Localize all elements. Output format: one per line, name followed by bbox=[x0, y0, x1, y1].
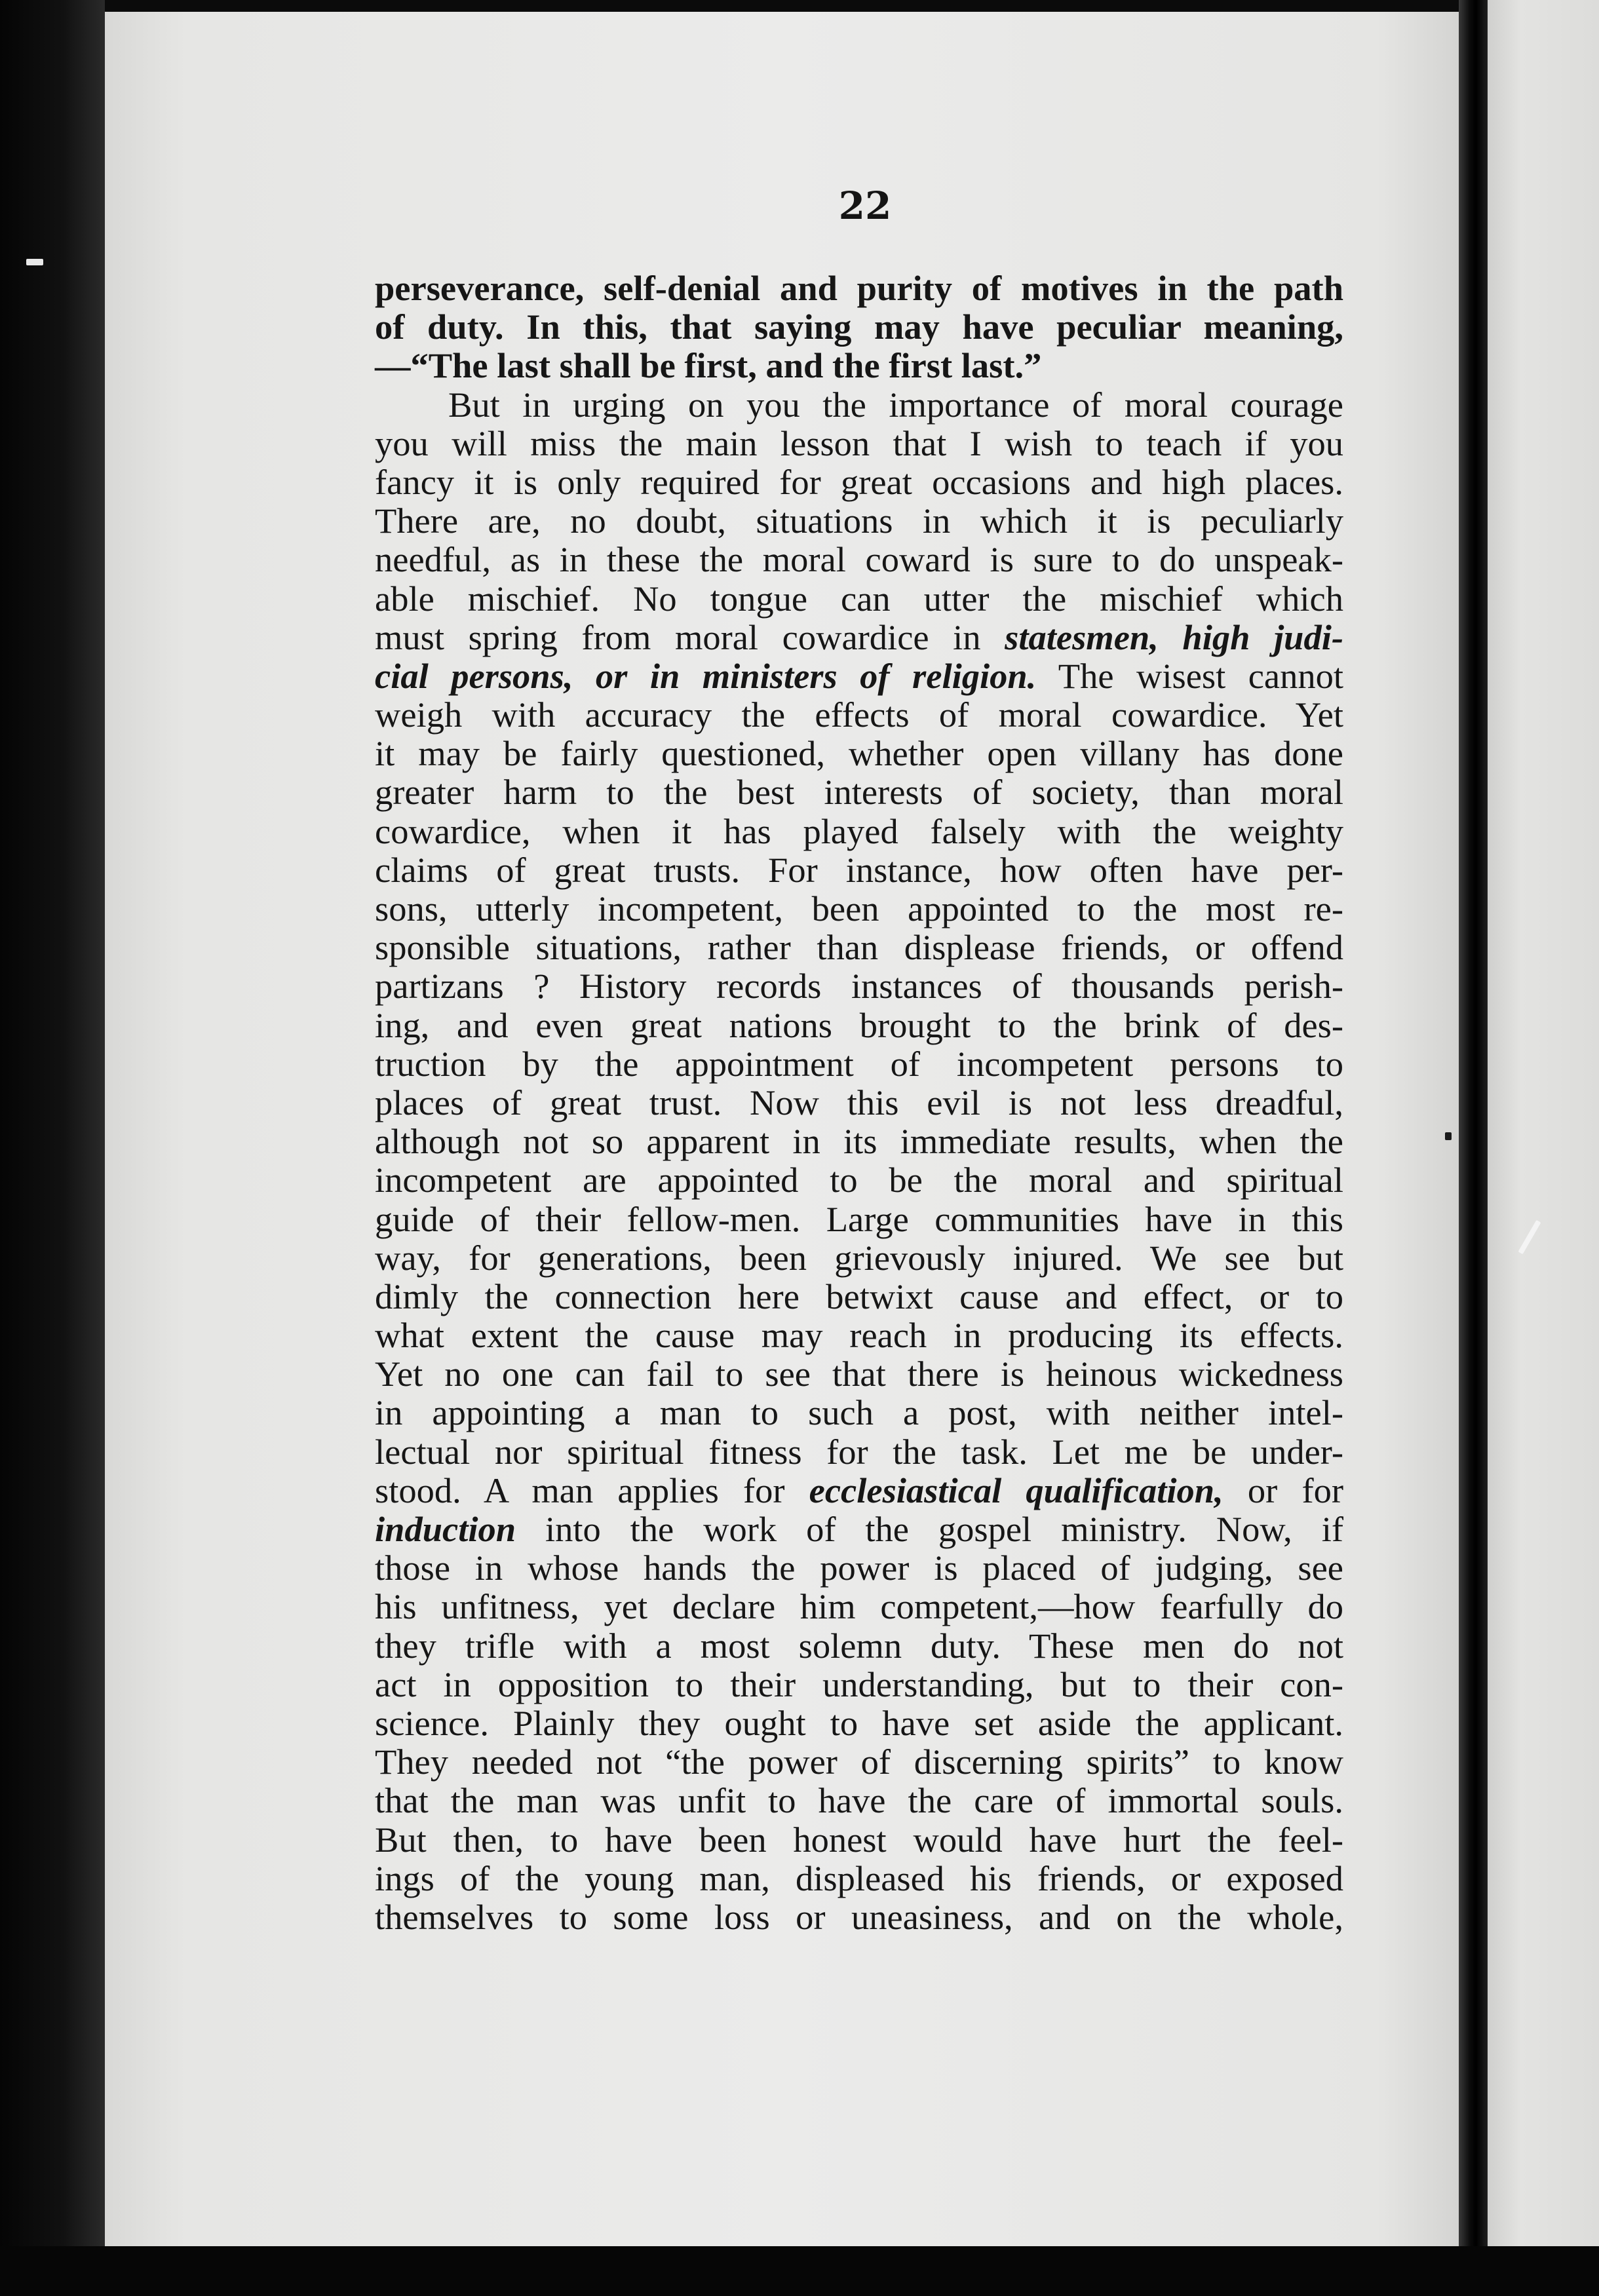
text-line bbox=[375, 618, 1343, 657]
binding-gutter bbox=[1459, 0, 1488, 2296]
text-line bbox=[375, 657, 1343, 695]
text-line bbox=[375, 1316, 1343, 1354]
text-line bbox=[375, 579, 1343, 618]
text-segment: guide of their fellow-men. Large communities have in this bbox=[375, 1198, 1343, 1239]
text-segment: those in whose hands the power is placed of judging, see bbox=[375, 1548, 1343, 1588]
italic-phrase: induction bbox=[375, 1509, 516, 1549]
text-segment: But in urging on you the importance of moral courage bbox=[448, 384, 1343, 425]
text-line bbox=[375, 1510, 1343, 1548]
text-line bbox=[375, 1432, 1343, 1471]
text-segment: partizans ? History records instances of thousands perish- bbox=[375, 966, 1343, 1006]
text-segment: his unfitness, yet declare him competent,—how fearfully do bbox=[375, 1586, 1343, 1627]
text-segment: you will miss the main lesson that I wish to teach if you bbox=[375, 423, 1343, 463]
text-line bbox=[375, 1665, 1343, 1704]
text-line bbox=[375, 1587, 1343, 1626]
text-segment: places of great trust. Now this evil is not less dreadful, bbox=[375, 1082, 1343, 1122]
text-line bbox=[375, 269, 1343, 307]
text-line bbox=[375, 812, 1343, 851]
text-line bbox=[375, 966, 1343, 1005]
text-line bbox=[375, 540, 1343, 579]
text-line bbox=[375, 851, 1343, 889]
text-segment: although not so apparent in its immediate results, when the bbox=[375, 1121, 1343, 1162]
text-line bbox=[375, 1393, 1343, 1432]
text-segment: sponsible situations, rather than displease friends, or offend bbox=[375, 927, 1343, 968]
text-segment: themselves to some loss or uneasiness, and on the whole, bbox=[375, 1896, 1343, 1937]
text-segment: act in opposition to their understanding, but to their con- bbox=[375, 1664, 1343, 1704]
text-segment: ings of the young man, displeased his friends, or exposed bbox=[375, 1858, 1343, 1898]
text-segment: lectual nor spiritual fitness for the task. Let me be under- bbox=[375, 1431, 1343, 1472]
text-line bbox=[375, 463, 1343, 501]
text-segment: or for bbox=[1223, 1470, 1344, 1510]
text-segment: that the man was unfit to have the care of immortal souls. bbox=[375, 1780, 1343, 1821]
text-line bbox=[375, 1626, 1343, 1665]
italic-phrase: ecclesiastical qualification, bbox=[809, 1470, 1223, 1510]
text-line bbox=[375, 501, 1343, 540]
text-segment: it may be fairly questioned, whether open villany has done bbox=[375, 733, 1343, 774]
scan-border-left bbox=[0, 0, 105, 2296]
text-line bbox=[375, 424, 1343, 463]
text-segment: of duty. In this, that saying may have peculiar meaning, bbox=[375, 307, 1343, 347]
text-segment: They needed not “the power of discerning spirits” to know bbox=[375, 1742, 1343, 1782]
body-text bbox=[375, 269, 1343, 1936]
text-line bbox=[375, 385, 1343, 424]
scan-border-bottom bbox=[0, 2246, 1599, 2296]
text-segment: fancy it is only required for great occasions and high places. bbox=[375, 461, 1343, 502]
text-segment: weigh with accuracy the effects of moral cowardice. Yet bbox=[375, 695, 1343, 735]
text-segment: claims of great trusts. For instance, how often have per- bbox=[375, 849, 1343, 890]
italic-phrase: statesmen, high judi- bbox=[1005, 617, 1343, 657]
text-line bbox=[375, 1238, 1343, 1277]
text-line bbox=[375, 1898, 1343, 1936]
text-line bbox=[375, 1781, 1343, 1820]
next-page-edge bbox=[1488, 0, 1599, 2248]
text-line bbox=[375, 307, 1343, 346]
italic-phrase: cial persons, or in ministers of religion. bbox=[375, 655, 1037, 696]
scan-speck bbox=[26, 259, 43, 265]
text-segment: must spring from moral cowardice in bbox=[375, 617, 1005, 657]
text-line bbox=[375, 1044, 1343, 1083]
text-line bbox=[375, 1820, 1343, 1859]
text-line bbox=[375, 1742, 1343, 1781]
text-segment: sons, utterly incompetent, been appointed to the most re- bbox=[375, 889, 1343, 928]
text-segment: incompetent are appointed to be the moral and spiritual bbox=[375, 1160, 1343, 1200]
text-segment: —“The last shall be first, and the first last.” bbox=[375, 345, 1042, 386]
text-line bbox=[375, 928, 1343, 966]
text-segment: But then, to have been honest would have hurt the feel- bbox=[375, 1819, 1343, 1860]
text-segment: truction by the appointment of incompetent persons to bbox=[375, 1043, 1343, 1084]
text-line bbox=[375, 695, 1343, 734]
text-line bbox=[375, 734, 1343, 773]
text-segment: ing, and even great nations brought to the brink of des- bbox=[375, 1004, 1343, 1045]
text-line bbox=[375, 1548, 1343, 1587]
scan-speck bbox=[1445, 1132, 1452, 1140]
text-segment: perseverance, self-denial and purity of motives in the path bbox=[375, 268, 1343, 308]
page-number: 22 bbox=[838, 183, 892, 228]
text-segment: Yet no one can fail to see that there is heinous wickedness bbox=[375, 1354, 1343, 1394]
text-line bbox=[375, 1006, 1343, 1044]
text-segment: into the work of the gospel ministry. Now, if bbox=[516, 1509, 1343, 1549]
text-segment: science. Plainly they ought to have set aside the applicant. bbox=[375, 1702, 1343, 1743]
text-line bbox=[375, 1277, 1343, 1316]
text-segment: what extent the cause may reach in producing its effects. bbox=[375, 1315, 1343, 1356]
text-line bbox=[375, 1859, 1343, 1898]
text-segment: way, for generations, been grievously injured. We see but bbox=[375, 1237, 1343, 1278]
text-segment: stood. A man applies for bbox=[375, 1470, 809, 1510]
text-segment: greater harm to the best interests of society, than moral bbox=[375, 772, 1343, 813]
text-segment: cowardice, when it has played falsely with the weighty bbox=[375, 811, 1343, 851]
text-segment: dimly the connection here betwixt cause and effect, or to bbox=[375, 1276, 1343, 1316]
text-line bbox=[375, 1704, 1343, 1742]
text-line bbox=[375, 1083, 1343, 1122]
text-segment: There are, no doubt, situations in which it is peculiarly bbox=[375, 501, 1343, 541]
text-segment: needful, as in these the moral coward is sure to do unspeak- bbox=[375, 539, 1343, 580]
text-line bbox=[375, 1471, 1343, 1510]
text-line bbox=[375, 1122, 1343, 1160]
text-line bbox=[375, 1160, 1343, 1199]
text-line bbox=[375, 1354, 1343, 1393]
text-line bbox=[375, 889, 1343, 928]
text-segment: The wisest cannot bbox=[1036, 655, 1343, 696]
text-segment: they trifle with a most solemn duty. These men do not bbox=[375, 1625, 1343, 1666]
text-line bbox=[375, 1200, 1343, 1238]
text-line bbox=[375, 346, 1343, 385]
text-line bbox=[375, 773, 1343, 811]
text-segment: able mischief. No tongue can utter the mischief which bbox=[375, 578, 1343, 619]
text-segment: in appointing a man to such a post, with neither intel- bbox=[375, 1392, 1343, 1433]
